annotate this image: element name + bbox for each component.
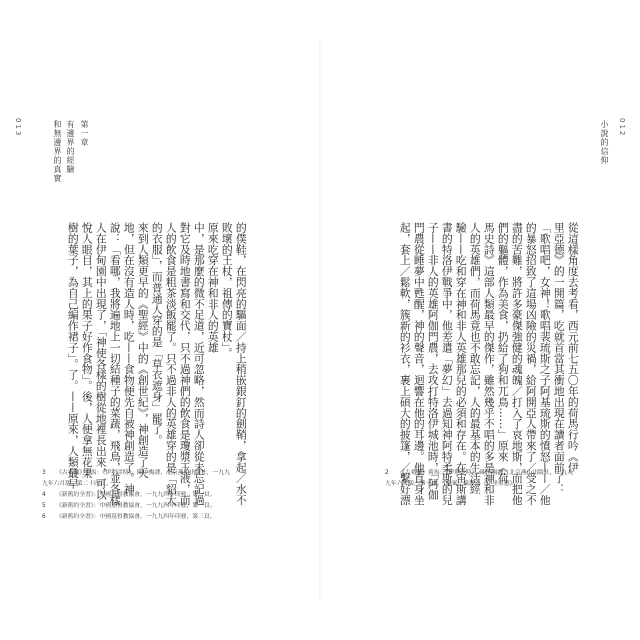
right-body-column: 們的軀體，作為美食，扔給了狗和兀鳥……」原來《荷 [496, 222, 510, 484]
footnote-number: 3 [42, 470, 46, 476]
footnote-text: 《古希臘》荷馬：《伊利亞特》，陳中梅譯，北京燕山出版社，一九九 [399, 470, 573, 476]
left-body-column: 樹的葉子，為自己編作裙子」。了。——原來，人類最早 [66, 222, 80, 490]
footnote-text: 《古希臘》荷馬：《伊利亞特》，陳中梅譯，北京燕山出版社，一九九 [56, 470, 230, 476]
running-head: 小說的信仰 [600, 120, 609, 165]
right-body-column: 書的特洛伊戰爭中，他差遣「夢幻」去過知神阿特柔斯的兒 [440, 222, 454, 506]
right-body-column: 馬史詩》這部人類最早的傑作，雖然幾乎不唱的多是神和非 [482, 222, 496, 506]
right-body-column: 門農從睡夢中甦醒，神的聲音，迴響在他的耳邊。他直身坐 [412, 222, 426, 506]
left-body-column: 人的飲食是粗茶淡飯罷了。只不過非人的英雄穿的是「貂大 [164, 222, 178, 506]
chapter-title-line1: 有邊界的經驗 [66, 120, 75, 174]
left-body-column: 中，是那麼的微不足道，近可忽略，然而詩人卻從未忘記過 [192, 222, 206, 506]
right-body-column: 「歌唱吧，女神！歌唱裴琉斯之子阿基琉斯的憤怒——／他 [538, 222, 552, 506]
footnote-number: 4 [42, 492, 46, 498]
chapter-title-line2: 和無邊界的真實 [53, 120, 62, 183]
right-body-column: 盡的苦難，將許多豪傑強健的魂魄／打入了哀地斯，而把他 [510, 222, 524, 506]
footnote-continuation: 九年六月版，第二十四頁。 [42, 481, 112, 487]
left-body-column: 原來吃穿在神和非人的英雄 [206, 222, 220, 353]
right-body-column: 從這樣角度去考看，西元前七五〇年的荷馬行吟《伊 [566, 222, 580, 473]
footnote [385, 468, 620, 479]
right-body-column: 起，套上／鬆軟，簇新的衫衣，裹上碩大的披篷，／繫好漂 [398, 222, 412, 506]
left-body-column: 對它及時地書寫和交代，只不過神們的飲食是瓊漿玉液，而 [178, 222, 192, 506]
footnote-text: 《新舊約全書》：中國基督教協會，一九九四年印發，第三頁。 [56, 514, 216, 520]
right-body-column: 子——非人的英雄阿伽門農，去攻打特洛伊城池時，「阿伽 [426, 222, 440, 500]
footnote [42, 512, 302, 523]
left-body-column: 說：「看哪，我將遍地上一切結種子的菜蔬，飛鳥，並各樣 [108, 222, 122, 506]
footnote [42, 501, 302, 512]
right-footnotes [385, 468, 620, 490]
left-body-column: 地，但在沒有造人時，吃——食物便先自被神創造了。神 [122, 222, 136, 495]
page-gutter [319, 40, 321, 600]
left-page-number: 013 [14, 118, 22, 138]
footnote [42, 468, 302, 479]
left-body-column: 的僕鞋，在閃亮的驅面／持上稍嵌銀釘的劍鞘，拿起／水不 [234, 222, 248, 506]
right-body-column: 里亞德》的一開篇，吃就首當其衝地出現在讀者面前了： [552, 222, 566, 495]
right-body-column: 的暴怒招致了這場凶險的災禍，給阿開亞人帶來了／受之不 [524, 222, 538, 506]
footnote [42, 490, 302, 501]
chapter-label: 第一章 [80, 120, 89, 147]
right-page-number: 012 [618, 118, 626, 138]
right-body-column: 驗——吃和穿在神和非人英雄那兒的必須和存在。在宙斯講 [454, 222, 468, 506]
left-body-column: 的衣服」，而普通人穿的是「草衣遮身」罷了。 [150, 222, 164, 446]
footnote-number: 2 [385, 470, 389, 476]
left-body-column: 來到人類更早的《聖經》中的《創世紀》，神創造了天 [136, 222, 150, 479]
left-body-column: 敗壞的王杖，祖傳的寶杖」。 [220, 222, 234, 359]
footnote-continuation: 九年六月版，第一頁。（編案：臺譯為《伊里亞德》。） [385, 481, 522, 487]
left-footnotes [42, 468, 302, 523]
left-body-column: 悅人眼目，其上的果子好作食物」。後，人便拿無花果 [80, 222, 94, 479]
footnote-text: 《新舊約全書》：中國基督教協會，一九九四年印發，第一頁。 [56, 492, 216, 498]
right-body-column: 人的英雄們，而荷馬竟也不敢忘記，人的最基本的生活經 [468, 222, 482, 495]
left-body-column: 人在伊甸園中出現了，「神使各樣的樹從地裡長出來，可以 [94, 222, 108, 500]
footnote-number: 6 [42, 514, 46, 520]
footnote-number: 5 [42, 503, 46, 509]
footnote-text: 《新舊約全書》：中國基督教協會，一九九四年印發，第一頁。 [56, 503, 216, 509]
